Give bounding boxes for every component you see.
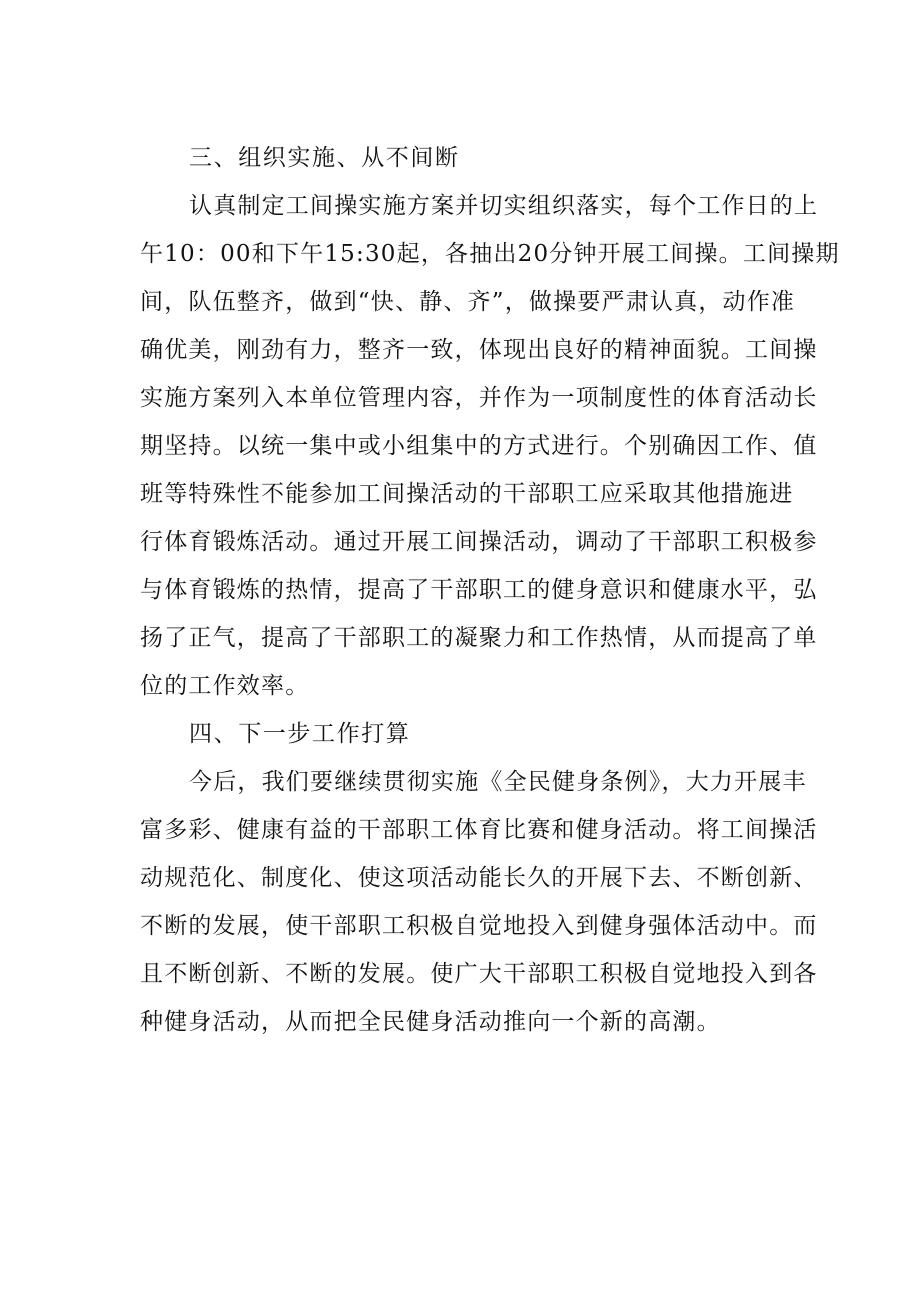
- paragraph-line: 位的工作效率。: [140, 673, 310, 699]
- paragraph-line: 且不断创新、不断的发展。使广大干部职工积极自觉地投入到各: [140, 961, 818, 987]
- paragraph-line: 今后，我们要继续贯彻实施《全民健身条例》，大力开展丰: [189, 769, 807, 795]
- paragraph-line: 扬了正气，提高了干部职工的凝聚力和工作热情，从而提高了单: [140, 625, 818, 651]
- paragraph-line: 认真制定工间操实施方案并切实组织落实，每个工作日的上: [189, 193, 819, 219]
- paragraph-line: 与体育锻炼的热情，提高了干部职工的健身意识和健康水平，弘: [140, 577, 818, 603]
- paragraph-line: 行体育锻炼活动。通过开展工间操活动，调动了干部职工积极参: [140, 529, 818, 555]
- paragraph-line: 确优美，刚劲有力，整齐一致，体现出良好的精神面貌。工间操: [140, 337, 818, 363]
- paragraph-line: 间，队伍整齐，做到“快、静、齐”，做操要严肃认真，动作准: [140, 289, 796, 315]
- paragraph-line: 班等特殊性不能参加工间操活动的干部职工应采取其他措施进: [140, 481, 794, 507]
- paragraph-line: 实施方案列入本单位管理内容，并作为一项制度性的体育活动长: [140, 385, 818, 411]
- paragraph-line: 午10：00和下午15:30起，各抽出20分钟开展工间操。工间操期: [140, 241, 840, 267]
- paragraph-line: 种健身活动，从而把全民健身活动推向一个新的高潮。: [140, 1009, 721, 1035]
- paragraph-line: 动规范化、制度化、使这项活动能长久的开展下去、不断创新、: [140, 865, 818, 891]
- paragraph-line: 富多彩、健康有益的干部职工体育比赛和健身活动。将工间操活: [140, 817, 818, 843]
- section-heading-4: 四、下一步工作打算: [189, 721, 411, 747]
- paragraph-line: 不断的发展，使干部职工积极自觉地投入到健身强体活动中。而: [140, 913, 818, 939]
- section-heading-3: 三、组织实施、从不间断: [189, 145, 460, 171]
- paragraph-line: 期坚持。以统一集中或小组集中的方式进行。个别确因工作、值: [140, 433, 818, 459]
